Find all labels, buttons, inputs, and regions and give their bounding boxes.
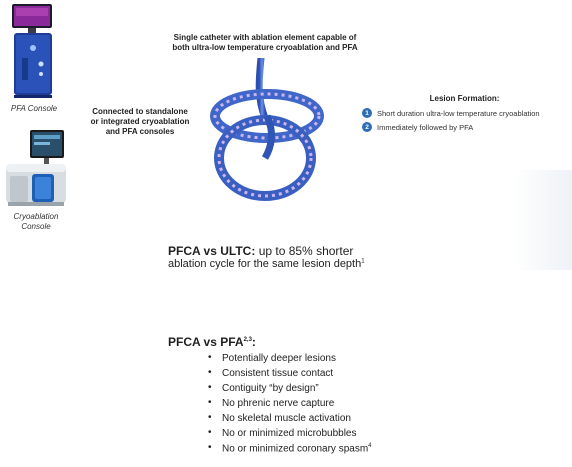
pfca-vs-ultc-block bbox=[168, 244, 488, 270]
list-item: • Potentially deeper lesions bbox=[208, 353, 468, 368]
pfa-console-label: PFA Console bbox=[10, 104, 58, 113]
lesion-step-text: Immediately followed by PFA bbox=[377, 122, 474, 132]
connected-consoles-text: Connected to standalone or integrated cryoablation and PFA consoles bbox=[90, 107, 190, 136]
list-item: • Contiguity “by design” bbox=[208, 383, 468, 398]
cryoablation-console-icon bbox=[4, 128, 74, 208]
step-number-badge: 1 bbox=[362, 108, 372, 118]
list-item: • No skeletal muscle activation bbox=[208, 413, 468, 428]
step-number-badge: 2 bbox=[362, 122, 372, 132]
pfca-vs-ultc-subline: ablation cycle for the same lesion depth$^1$ bbox=[168, 258, 365, 270]
pfca-vs-pfa-list bbox=[208, 353, 468, 458]
lesion-step-1 bbox=[362, 106, 567, 120]
pfca-vs-pfa-block bbox=[168, 335, 468, 458]
list-item: • No phrenic nerve capture bbox=[208, 398, 468, 413]
catheter-ring-illustration bbox=[205, 58, 335, 208]
lesion-step-text: Short duration ultra-low temperature cryoablation bbox=[377, 108, 540, 118]
lesion-step-2 bbox=[362, 120, 567, 134]
right-edge-shade bbox=[512, 170, 572, 270]
pfa-console-icon bbox=[8, 2, 58, 100]
lesion-formation-title: Lesion Formation: bbox=[429, 94, 500, 103]
lesion-formation-panel bbox=[362, 94, 567, 134]
catheter-caption: Single catheter with ablation element capable of both ultra-low temperature cryoablation and PFA bbox=[172, 33, 358, 52]
list-item: • No or minimized microbubbles bbox=[208, 428, 468, 443]
list-item: • Consistent tissue contact bbox=[208, 368, 468, 383]
list-item: • No or minimized coronary spasm$^4$ bbox=[208, 443, 468, 458]
pfca-vs-pfa-heading: PFCA vs PFA$^{2,3}$: bbox=[168, 335, 256, 349]
cryoablation-console-label: Cryoablation Console bbox=[13, 212, 59, 231]
pfca-vs-ultc-heading: PFCA vs ULTC: up to 85% shorter bbox=[168, 244, 354, 258]
